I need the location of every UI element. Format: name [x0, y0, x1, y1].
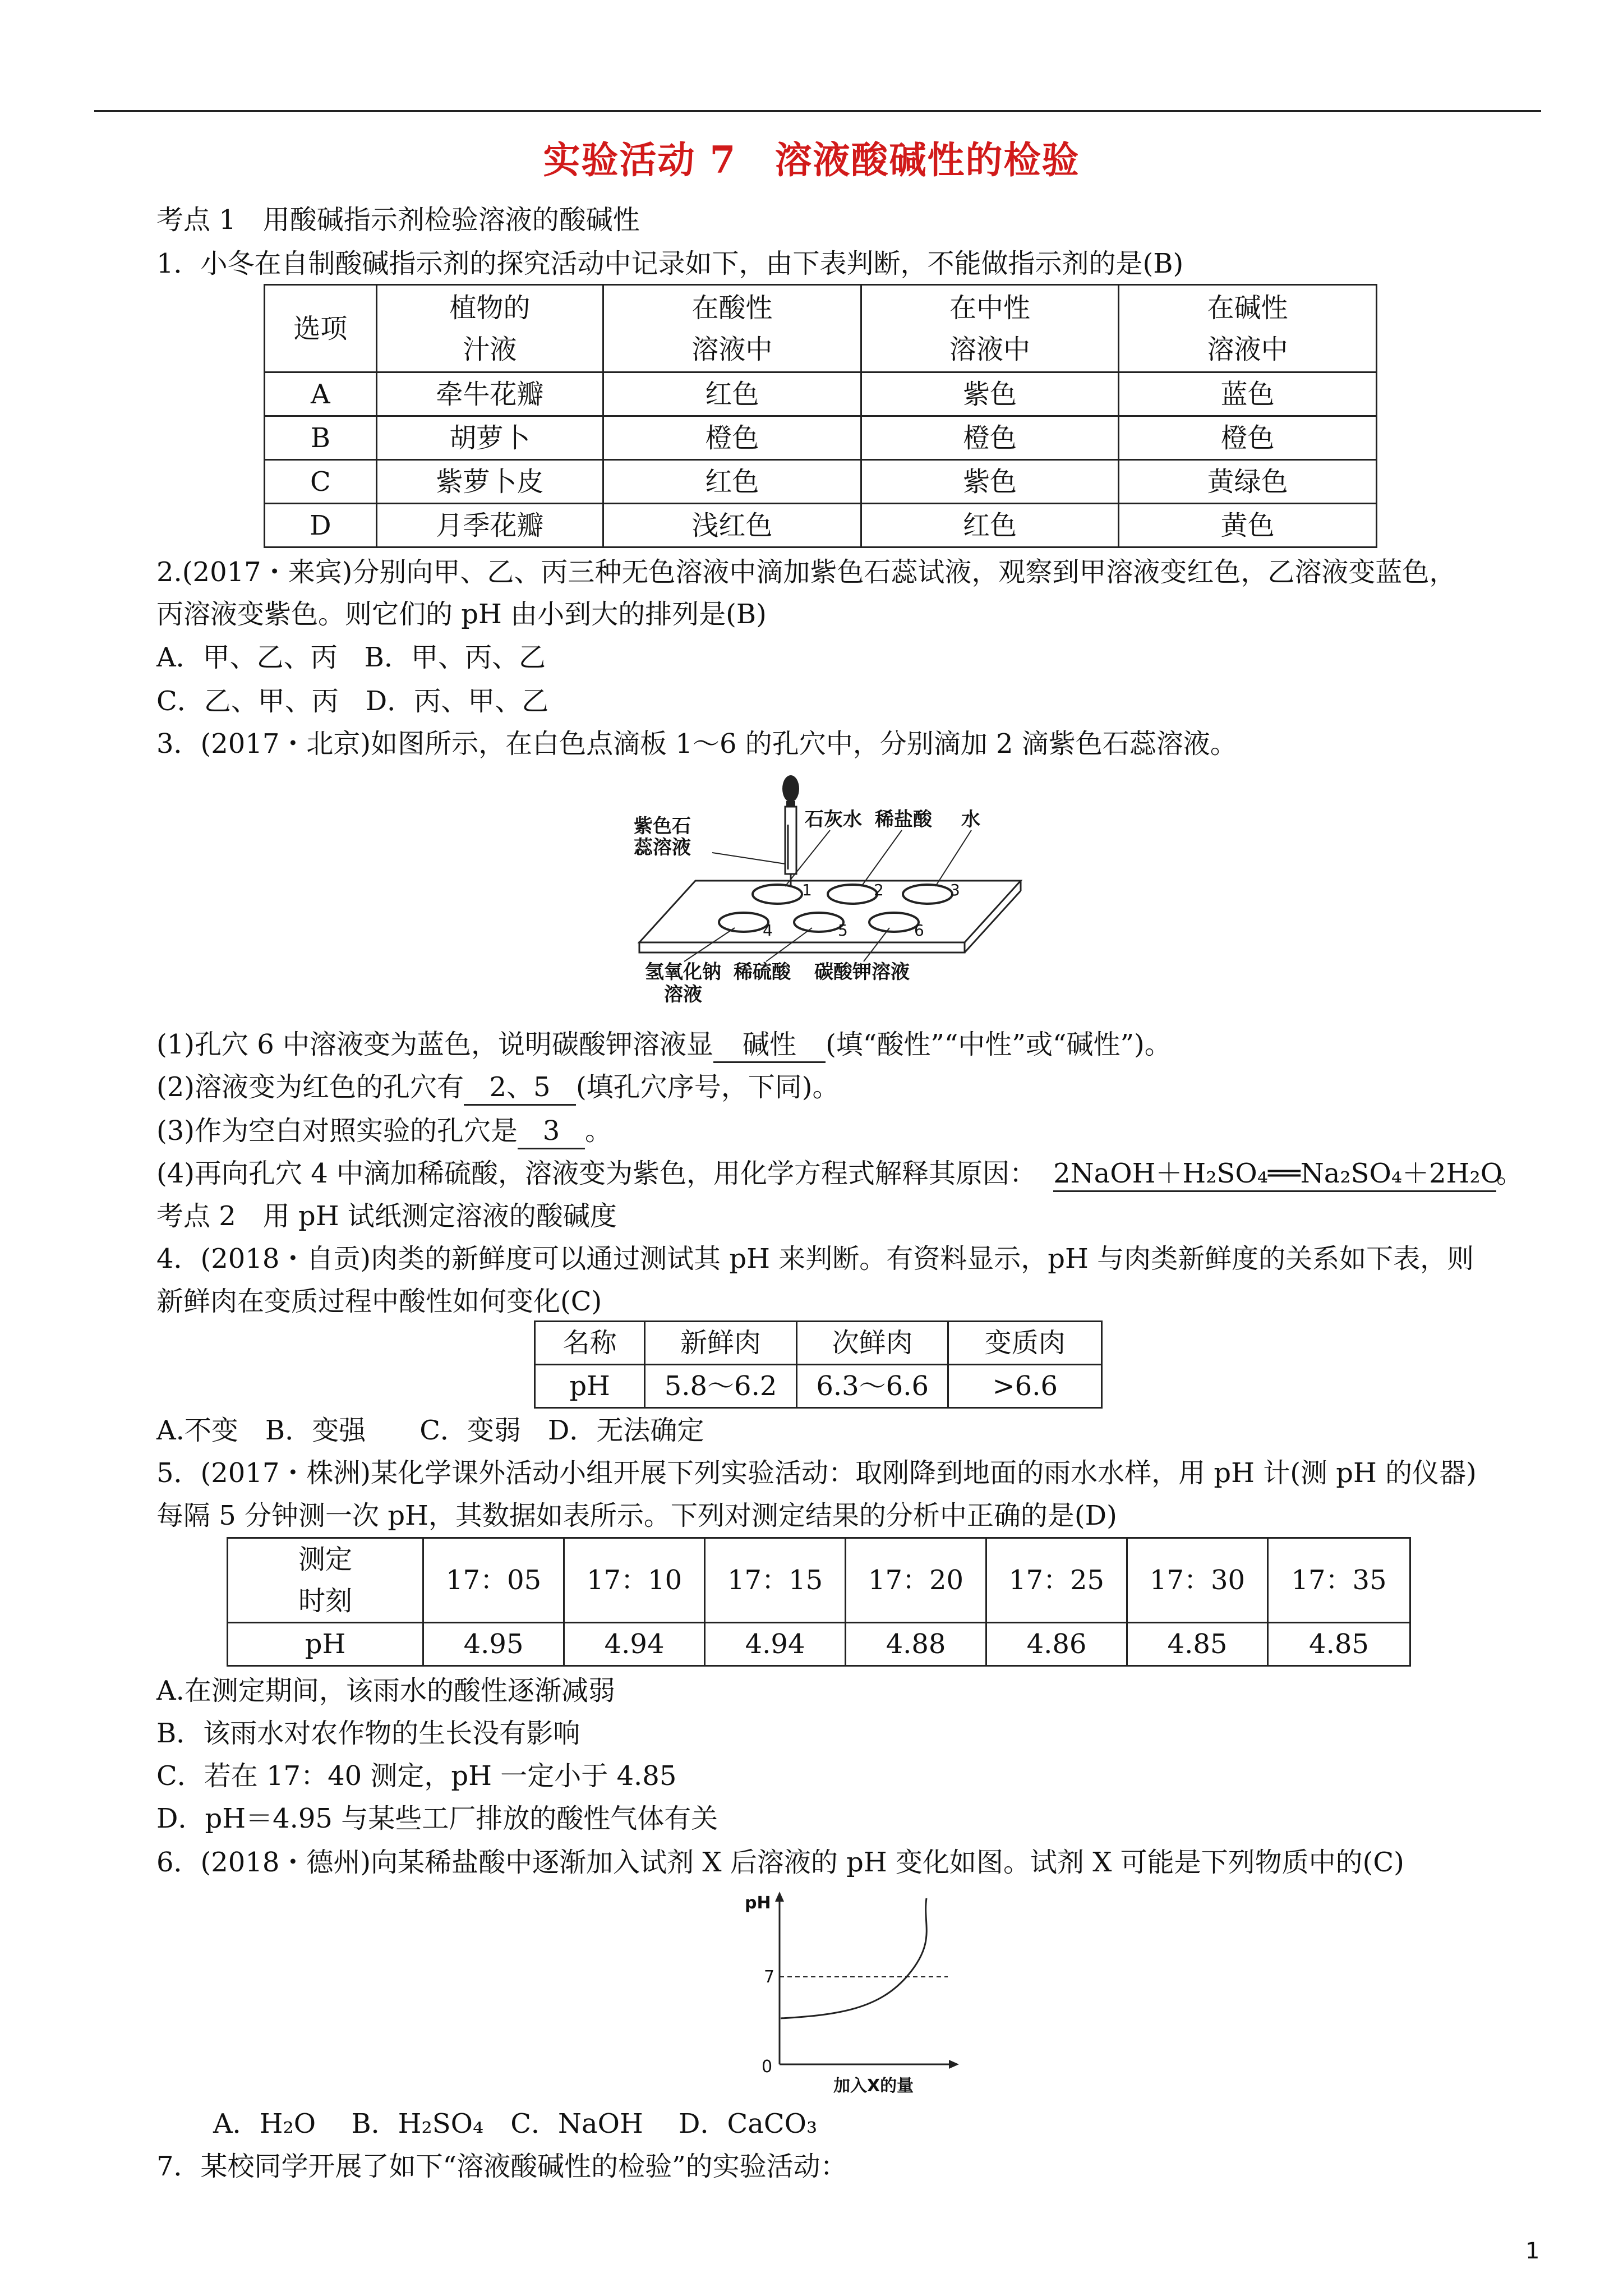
ph-curve-graph: [729, 1890, 965, 2098]
question-3-stem: 3．(2017・北京)如图所示，在白色点滴板 1～6 的孔穴中，分别滴加 2 滴紫色石蕊溶液。: [156, 728, 1237, 760]
table-cell: 名称: [535, 1322, 645, 1365]
table-cell: 次鲜肉: [796, 1322, 948, 1365]
table-row: [228, 1623, 1410, 1666]
table-cell: 紫萝卜皮: [376, 460, 603, 504]
table-cell: 黄绿色: [1119, 460, 1377, 504]
well-number: 3: [950, 881, 960, 899]
dropper-label: 紫色石: [634, 815, 691, 838]
table-cell: 17：15: [705, 1538, 846, 1623]
answer-blank: 2NaOH＋H₂SO₄══Na₂SO₄＋2H₂O: [1053, 1157, 1496, 1192]
table-cell: 新鲜肉: [645, 1322, 797, 1365]
table-row: [265, 460, 1377, 504]
well-number: 2: [874, 881, 884, 899]
table-cell: 5.8～6.2: [645, 1365, 797, 1408]
page-title: 实验活动 7 溶液酸碱性的检验: [543, 138, 1080, 182]
table-cell: B: [265, 416, 377, 460]
table-cell: 牵牛花瓣: [376, 372, 603, 416]
question-5-table: [227, 1537, 1411, 1667]
table-header-cell: 选项: [265, 285, 377, 372]
table-row: [265, 504, 1377, 547]
table-cell: 4.88: [846, 1623, 986, 1666]
answer-blank: 碱性: [713, 1028, 826, 1063]
section-heading-2: 考点 2 用 pH 试纸测定溶液的酸碱度: [156, 1200, 617, 1232]
table-cell: 6.3～6.6: [796, 1365, 948, 1408]
table-cell: 17：30: [1127, 1538, 1268, 1623]
question-6-stem: 6．(2018・德州)向某稀盐酸中逐渐加入试剂 X 后溶液的 pH 变化如图。试剂 X 可能是下列物质中的(C): [156, 1847, 1404, 1878]
well-number: 5: [838, 921, 848, 940]
table-row: [265, 372, 1377, 416]
well-label: 氢氧化钠: [645, 961, 721, 983]
well-label: 碳酸钾溶液: [814, 961, 910, 983]
ph-curve: [781, 1898, 926, 2018]
table-cell: >6.6: [948, 1365, 1102, 1408]
table-cell: 4.94: [705, 1623, 846, 1666]
question-5-stem: 5．(2017・株洲)某化学课外活动小组开展下列实验活动：取刚降到地面的雨水水样，用 pH 计(测 pH 的仪器): [156, 1457, 1477, 1489]
table-cell: 4.85: [1127, 1623, 1268, 1666]
well-label: 溶液: [664, 983, 702, 1006]
y-axis-label: pH: [745, 1893, 771, 1913]
table-cell: 黄色: [1119, 504, 1377, 547]
y-tick-label: 7: [764, 1967, 775, 1987]
well-6: [869, 913, 919, 932]
question-2-stem-cont: 丙溶液变紫色。则它们的 pH 由小到大的排列是(B): [156, 599, 767, 630]
question-3-part-4: (4)再向孔穴 4 中滴加稀硫酸，溶液变为紫色，用化学方程式解释其原因： 2NaOH＋H₂SO₄══Na₂SO₄＋2H₂O。: [156, 1157, 1523, 1192]
table-header-cell: 植物的 汁液: [376, 285, 603, 372]
table-cell: 4.95: [423, 1623, 564, 1666]
table-cell: 红色: [603, 372, 861, 416]
table-cell: 4.94: [564, 1623, 705, 1666]
question-4-options: A.不变 B．变强 C．变弱 D．无法确定: [156, 1415, 704, 1446]
well-3: [903, 885, 952, 904]
question-1-table: [264, 284, 1377, 548]
table-cell: 红色: [603, 460, 861, 504]
well-label: 水: [961, 808, 980, 831]
well-label: 稀盐酸: [875, 808, 932, 831]
well-2: [828, 885, 877, 904]
table-cell: 红色: [861, 504, 1119, 547]
table-row: [535, 1322, 1102, 1365]
dropper-tube: [785, 807, 796, 874]
question-5-option-d: D．pH＝4.95 与某些工厂排放的酸性气体有关: [156, 1803, 718, 1834]
question-4-stem-cont: 新鲜肉在变质过程中酸性如何变化(C): [156, 1286, 602, 1317]
table-cell: 紫色: [861, 372, 1119, 416]
answer-blank: 2、5: [464, 1070, 576, 1106]
table-cell: 17：25: [986, 1538, 1127, 1623]
spot-plate-figure: [617, 774, 1066, 1010]
table-cell: 17：05: [423, 1538, 564, 1623]
table-header-cell: 在酸性 溶液中: [603, 285, 861, 372]
question-7-stem: 7．某校同学开展了如下“溶液酸碱性的检验”的实验活动：: [156, 2151, 847, 2182]
question-5-stem-cont: 每隔 5 分钟测一次 pH，其数据如表所示。下列对测定结果的分析中正确的是(D): [156, 1500, 1117, 1531]
question-2-stem: 2.(2017・来宾)分别向甲、乙、丙三种无色溶液中滴加紫色石蕊试液，观察到甲溶液变红色，乙溶液变蓝色，: [156, 556, 1456, 588]
table-cell: 4.86: [986, 1623, 1127, 1666]
dropper-bulb: [782, 775, 799, 802]
x-axis-label: 加入X的量: [833, 2076, 914, 2096]
answer-blank: 3: [518, 1114, 585, 1149]
table-cell: 17：10: [564, 1538, 705, 1623]
table-header-cell: 在中性 溶液中: [861, 285, 1119, 372]
table-cell: 橙色: [603, 416, 861, 460]
question-5-option-b: B．该雨水对农作物的生长没有影响: [156, 1718, 580, 1749]
table-cell: 4.85: [1267, 1623, 1410, 1666]
question-1-stem: 1．小冬在自制酸碱指示剂的探究活动中记录如下，由下表判断，不能做指示剂的是(B): [156, 248, 1184, 279]
table-cell: 浅红色: [603, 504, 861, 547]
question-2-options: A．甲、乙、丙 B．甲、丙、乙: [156, 642, 546, 673]
table-cell: pH: [228, 1623, 423, 1666]
page-number: 1: [1525, 2238, 1540, 2264]
table-cell: 变质肉: [948, 1322, 1102, 1365]
table-cell: 17：35: [1267, 1538, 1410, 1623]
question-2-options-cont: C．乙、甲、丙 D．丙、甲、乙: [156, 685, 549, 717]
table-cell: A: [265, 372, 377, 416]
question-5-option-a: A.在测定期间，该雨水的酸性逐渐减弱: [156, 1675, 615, 1706]
table-row: [228, 1538, 1410, 1623]
well-number: 4: [763, 921, 773, 940]
question-4-stem: 4．(2018・自贡)肉类的新鲜度可以通过测试其 pH 来判断。有资料显示，pH 与肉类新鲜度的关系如下表，则: [156, 1243, 1474, 1274]
well-1: [753, 885, 802, 904]
well-number: 6: [914, 921, 924, 940]
well-label: 稀硫酸: [734, 961, 791, 983]
table-cell: 17：20: [846, 1538, 986, 1623]
section-heading-1: 考点 1 用酸碱指示剂检验溶液的酸碱性: [156, 204, 640, 236]
table-row: [265, 416, 1377, 460]
well-5: [794, 913, 843, 932]
top-rule: [94, 110, 1541, 112]
table-header-cell: 在碱性 溶液中: [1119, 285, 1377, 372]
table-cell: 胡萝卜: [376, 416, 603, 460]
table-cell: 橙色: [861, 416, 1119, 460]
question-3-part-2: (2)溶液变为红色的孔穴有 2、5 (填孔穴序号，下同)。: [156, 1070, 839, 1106]
table-cell: 月季花瓣: [376, 504, 603, 547]
question-3-part-3: (3)作为空白对照实验的孔穴是 3 。: [156, 1114, 612, 1149]
well-4: [719, 913, 768, 932]
table-header-cell: 测定 时刻: [228, 1538, 423, 1623]
origin-label: 0: [762, 2057, 773, 2077]
table-row: [535, 1365, 1102, 1408]
table-cell: C: [265, 460, 377, 504]
question-5-option-c: C．若在 17：40 测定，pH 一定小于 4.85: [156, 1760, 677, 1792]
dropper-label: 蕊溶液: [634, 836, 691, 859]
question-6-options: A．H₂O B．H₂SO₄ C．NaOH D．CaCO₃: [213, 2108, 818, 2139]
question-3-part-1: (1)孔穴 6 中溶液变为蓝色，说明碳酸钾溶液显 碱性 (填“酸性”“中性”或“碱性”)。: [156, 1028, 1172, 1063]
table-cell: D: [265, 504, 377, 547]
table-cell: 蓝色: [1119, 372, 1377, 416]
table-cell: 橙色: [1119, 416, 1377, 460]
question-4-table: [534, 1320, 1103, 1409]
table-cell: pH: [535, 1365, 645, 1408]
table-cell: 紫色: [861, 460, 1119, 504]
well-number: 1: [802, 881, 812, 899]
well-label: 石灰水: [805, 808, 862, 831]
